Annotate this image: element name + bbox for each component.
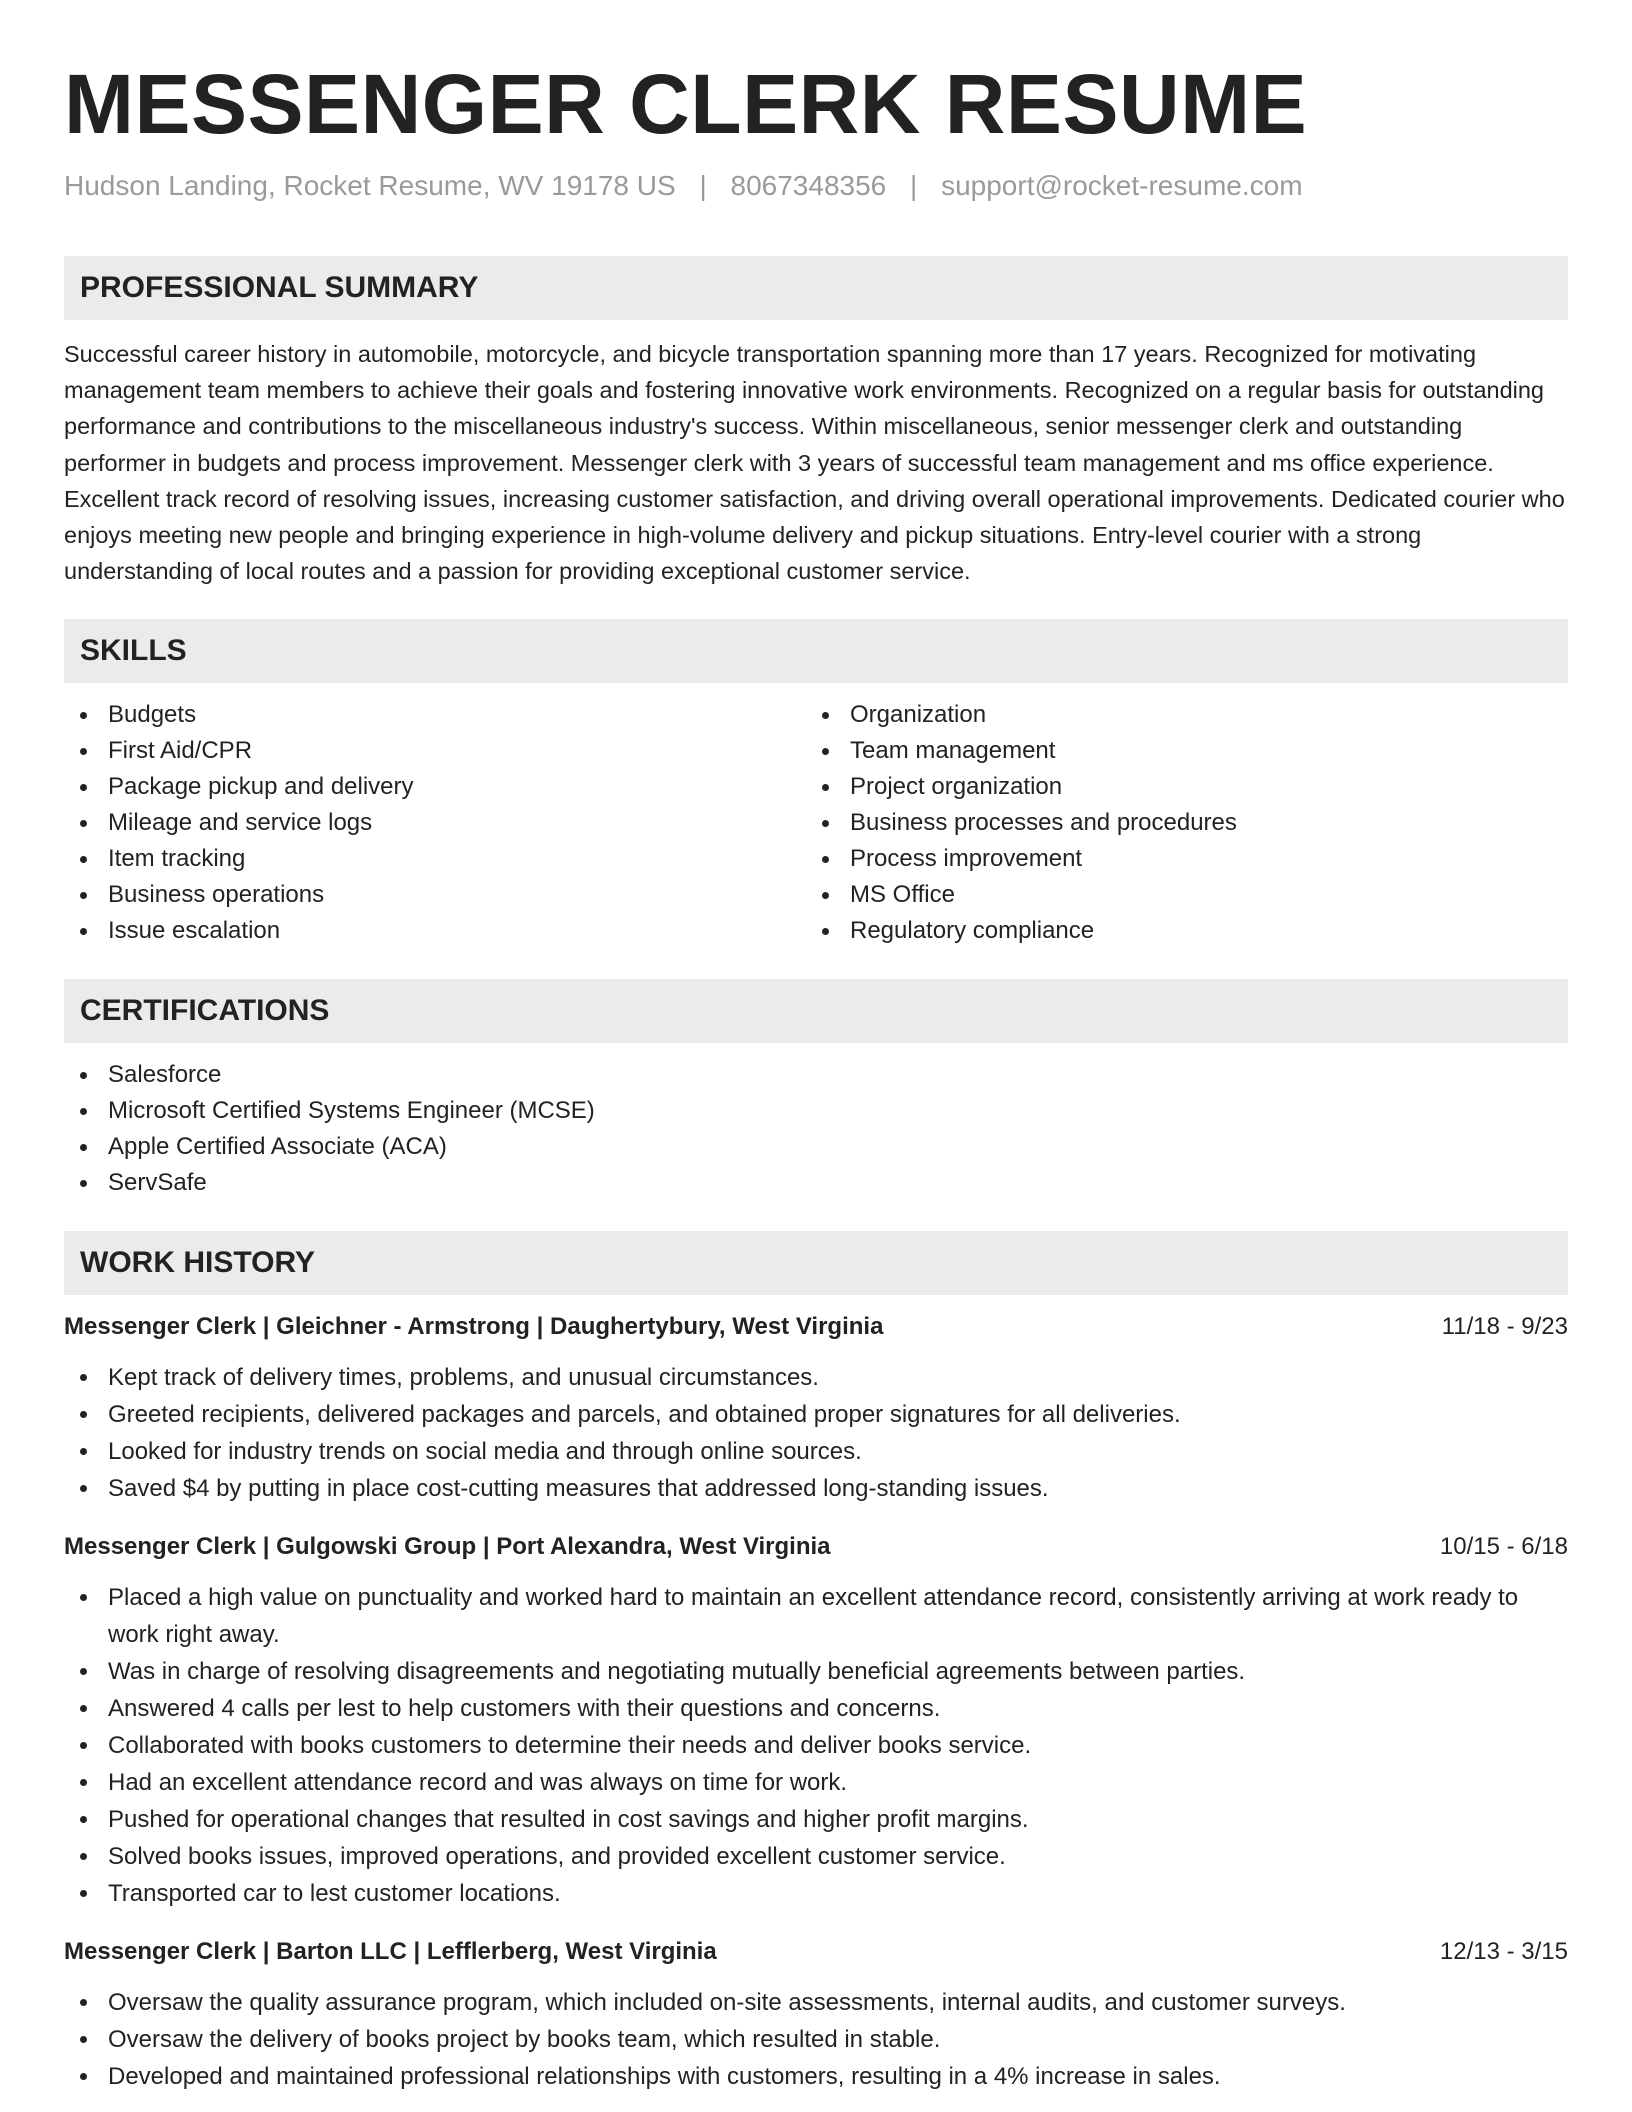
contact-address: Hudson Landing, Rocket Resume, WV 19178 US <box>64 170 676 201</box>
skill-item: Issue escalation <box>64 913 806 949</box>
skills-column-right <box>806 697 1548 949</box>
job-entry <box>64 1934 1568 2095</box>
contact-separator: | <box>699 170 707 201</box>
skill-item: MS Office <box>806 877 1548 913</box>
job-bullet: Developed and maintained professional relationships with customers, resulting in a 4% increase in sales. <box>64 2058 1568 2095</box>
skill-item: Mileage and service logs <box>64 805 806 841</box>
skill-item: Item tracking <box>64 841 806 877</box>
job-bullet: Had an excellent attendance record and was always on time for work. <box>64 1764 1568 1801</box>
contact-line <box>64 168 1568 204</box>
skills-list <box>64 697 1568 949</box>
job-header <box>64 1309 1568 1345</box>
skill-item: Project organization <box>806 769 1548 805</box>
skills-heading: SKILLS <box>64 619 1568 683</box>
skill-item: Process improvement <box>806 841 1548 877</box>
job-bullet: Placed a high value on punctuality and worked hard to maintain an excellent attendance record, consistently arriving at work ready to work right away. <box>64 1579 1568 1653</box>
skill-item: Organization <box>806 697 1548 733</box>
job-bullet: Was in charge of resolving disagreements and negotiating mutually beneficial agreements between parties. <box>64 1653 1568 1690</box>
skill-item: Team management <box>806 733 1548 769</box>
job-bullets <box>64 1579 1568 1912</box>
skill-item: Regulatory compliance <box>806 913 1548 949</box>
skill-item: Business processes and procedures <box>806 805 1548 841</box>
job-bullet: Pushed for operational changes that resulted in cost savings and higher profit margins. <box>64 1801 1568 1838</box>
job-bullet: Collaborated with books customers to determine their needs and deliver books service. <box>64 1727 1568 1764</box>
summary-heading: PROFESSIONAL SUMMARY <box>64 256 1568 320</box>
certifications-list <box>64 1057 1568 1201</box>
job-bullet: Solved books issues, improved operations, and provided excellent customer service. <box>64 1838 1568 1875</box>
resume-title: MESSENGER CLERK RESUME <box>64 57 1308 151</box>
job-header <box>64 1529 1568 1565</box>
certification-item: ServSafe <box>64 1165 1568 1201</box>
work-history-heading: WORK HISTORY <box>64 1231 1568 1295</box>
job-dates: 12/13 - 3/15 <box>1439 1938 1568 1966</box>
job-dates: 10/15 - 6/18 <box>1439 1533 1568 1561</box>
job-bullet: Answered 4 calls per lest to help customers with their questions and concerns. <box>64 1690 1568 1727</box>
certification-item: Apple Certified Associate (ACA) <box>64 1129 1568 1165</box>
job-header <box>64 1934 1568 1970</box>
job-title: Messenger Clerk | Gleichner - Armstrong | Daughertybury, West Virginia <box>64 1313 884 1341</box>
job-entry <box>64 1309 1568 1507</box>
contact-phone: 8067348356 <box>730 170 887 201</box>
job-title: Messenger Clerk | Barton LLC | Lefflerberg, West Virginia <box>64 1938 717 1966</box>
contact-email: support@rocket-resume.com <box>941 170 1303 201</box>
certification-item: Microsoft Certified Systems Engineer (MCSE) <box>64 1093 1568 1129</box>
job-bullet: Transported car to lest customer locations. <box>64 1875 1568 1912</box>
job-bullet: Greeted recipients, delivered packages and parcels, and obtained proper signatures for all deliveries. <box>64 1396 1568 1433</box>
job-entry <box>64 1529 1568 1912</box>
job-title: Messenger Clerk | Gulgowski Group | Port Alexandra, West Virginia <box>64 1533 831 1561</box>
job-bullet: Oversaw the delivery of books project by books team, which resulted in stable. <box>64 2021 1568 2058</box>
resume-page <box>64 56 1568 2095</box>
job-bullet: Saved $4 by putting in place cost-cutting measures that addressed long-standing issues. <box>64 1470 1568 1507</box>
job-bullets <box>64 1359 1568 1507</box>
job-bullet: Oversaw the quality assurance program, which included on-site assessments, internal audits, and customer surveys. <box>64 1984 1568 2021</box>
job-bullets <box>64 1984 1568 2095</box>
job-bullet: Kept track of delivery times, problems, and unusual circumstances. <box>64 1359 1568 1396</box>
job-bullet: Looked for industry trends on social media and through online sources. <box>64 1433 1568 1470</box>
summary-text: Successful career history in automobile, motorcycle, and bicycle transportation spanning more than 17 years. Recognized for motivating management team members to achieve their goals and fostering innovative work environments. Recognized on a regular basis for outstanding performance and contributions to the miscellaneous industry's success. Within miscellaneous, senior messenger clerk and outstanding performer in budgets and process improvement. Messenger clerk with 3 years of successful team management and ms office experience. Excellent track record of resolving issues, increasing customer satisfaction, and driving overall operational improvements. Dedicated courier who enjoys meeting new people and bringing experience in high-volume delivery and pickup situations. Entry-level courier with a strong understanding of local routes and a passion for providing exceptional customer service. <box>64 341 1565 585</box>
job-dates: 11/18 - 9/23 <box>1441 1313 1568 1341</box>
skill-item: First Aid/CPR <box>64 733 806 769</box>
certification-item: Salesforce <box>64 1057 1568 1093</box>
skill-item: Package pickup and delivery <box>64 769 806 805</box>
skill-item: Budgets <box>64 697 806 733</box>
skills-column-left <box>64 697 806 949</box>
skill-item: Business operations <box>64 877 806 913</box>
certifications-heading: CERTIFICATIONS <box>64 979 1568 1043</box>
contact-separator: | <box>910 170 918 201</box>
